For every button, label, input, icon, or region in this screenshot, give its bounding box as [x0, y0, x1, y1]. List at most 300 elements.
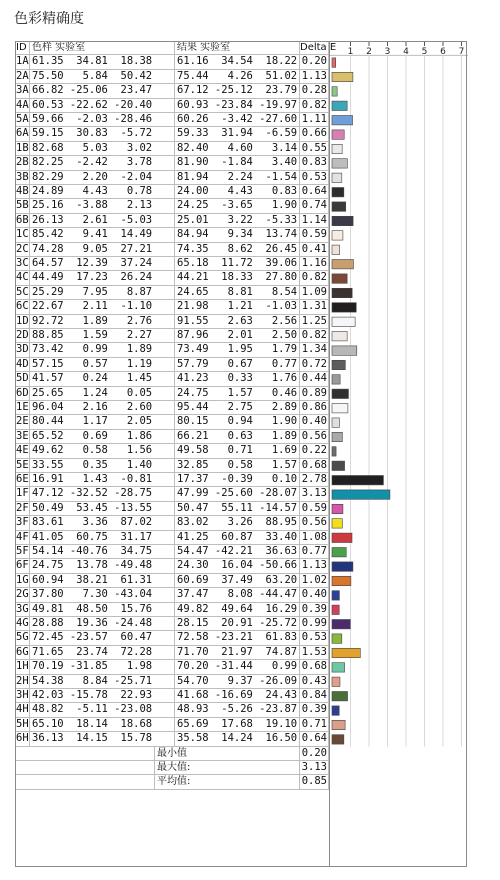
row-id: 1B: [16, 141, 29, 154]
delta-e-value: 0.64: [301, 732, 327, 745]
result-lab: 72.58 -23.21 61.83: [175, 631, 300, 644]
delta-e-bar: [332, 519, 342, 528]
reference-lab: 59.66 -2.03 -28.46: [30, 113, 175, 126]
row-id: 2E: [16, 415, 29, 428]
delta-e-bar: [332, 216, 353, 225]
delta-e-value: 0.40: [301, 415, 327, 428]
delta-e-bar: [332, 231, 343, 240]
reference-lab: 61.35 34.81 18.38: [30, 55, 175, 68]
delta-e-value: 1.53: [301, 645, 327, 658]
result-lab: 59.33 31.94 -6.59: [175, 127, 300, 140]
table-row: [15, 588, 329, 602]
result-lab: 80.15 0.94 1.90: [175, 415, 300, 428]
delta-e-bar: [332, 375, 340, 384]
row-id: 4C: [16, 271, 29, 284]
tick-label: 5: [421, 47, 428, 57]
delta-e-value: 0.89: [301, 386, 327, 399]
table-row: [15, 343, 329, 357]
table-row: [15, 459, 329, 473]
result-lab: 48.93 -5.26 -23.87: [175, 703, 300, 716]
delta-e-bar: [332, 447, 336, 456]
delta-e-value: 0.71: [301, 717, 327, 730]
reference-lab: 75.50 5.84 50.42: [30, 70, 175, 83]
row-id: 6F: [16, 559, 29, 572]
delta-e-value: 0.77: [301, 545, 327, 557]
delta-e-bar: [332, 418, 339, 427]
delta-e-bar: [332, 548, 346, 557]
reference-lab: 82.25 -2.42 3.78: [30, 156, 175, 169]
delta-e-bar: [332, 260, 353, 269]
result-lab: 49.82 49.64 16.29: [175, 603, 300, 616]
row-id: 2D: [16, 329, 29, 341]
reference-lab: 72.45 -23.57 60.47: [30, 631, 175, 644]
delta-e-value: 0.82: [301, 271, 327, 284]
delta-e-bar: [332, 116, 353, 125]
delta-e-value: 0.68: [301, 660, 327, 673]
delta-e-bar: [332, 576, 351, 585]
reference-lab: 24.89 4.43 0.78: [30, 185, 175, 198]
reference-lab: 64.57 12.39 37.24: [30, 257, 175, 270]
delta-e-value: 0.53: [301, 631, 327, 644]
delta-e-value: 0.68: [301, 458, 327, 471]
table-row: [15, 315, 329, 329]
table-row: [15, 487, 329, 501]
result-lab: 32.85 0.58 1.57: [175, 459, 300, 472]
row-id: 6B: [16, 213, 29, 226]
result-lab: 35.58 14.24 16.50: [175, 732, 300, 745]
row-id: 6D: [16, 386, 29, 399]
result-lab: 87.96 2.01 2.50: [175, 329, 300, 342]
result-lab: 37.47 8.08 -44.47: [175, 588, 300, 601]
delta-e-value: 0.82: [301, 329, 327, 341]
result-lab: 47.99 -25.60 -28.07: [175, 487, 300, 500]
delta-e-bar: [332, 461, 345, 470]
table-row: [15, 430, 329, 444]
result-lab: 66.21 0.63 1.89: [175, 430, 300, 443]
delta-e-bar: [332, 692, 348, 701]
delta-e-bar: [332, 677, 340, 686]
result-lab: 24.25 -3.65 1.90: [175, 199, 300, 212]
row-id: 6H: [16, 732, 29, 745]
row-id: 6G: [16, 645, 29, 658]
result-lab: 81.94 2.24 -1.54: [175, 171, 300, 184]
delta-e-bar: [332, 173, 342, 182]
reference-lab: 96.04 2.16 2.60: [30, 401, 175, 414]
delta-e-bar: [332, 605, 339, 614]
delta-e-value: 1.02: [301, 573, 327, 586]
reference-lab: 60.53 -22.62 -20.40: [30, 99, 175, 112]
table-row: [15, 228, 329, 242]
delta-e-value: 0.22: [301, 444, 327, 457]
table-row: [15, 99, 329, 113]
row-id: 2B: [16, 156, 29, 169]
reference-lab: 28.88 19.36 -24.48: [30, 617, 175, 630]
delta-e-bar: [332, 188, 344, 197]
reference-lab: 41.05 60.75 31.17: [30, 531, 175, 544]
table-row: [15, 199, 329, 213]
result-lab: 44.21 18.33 27.80: [175, 271, 300, 284]
table-row: [15, 286, 329, 300]
delta-e-value: 0.56: [301, 429, 327, 442]
result-lab: 57.79 0.67 0.77: [175, 358, 300, 371]
delta-e-value: 0.56: [301, 516, 327, 529]
delta-e-bar: [332, 720, 345, 729]
delta-e-bar: [332, 533, 352, 542]
row-id: 2H: [16, 674, 29, 687]
reference-lab: 80.44 1.17 2.05: [30, 415, 175, 428]
delta-e-value: 1.31: [301, 300, 327, 313]
summary-blank: [15, 747, 155, 760]
row-id: 3C: [16, 257, 29, 269]
row-id: 1D: [16, 314, 29, 327]
row-id: 5C: [16, 285, 29, 298]
result-lab: 17.37 -0.39 0.10: [175, 473, 300, 486]
delta-e-bar: [332, 620, 350, 629]
table-row: [15, 55, 329, 69]
row-id: 2G: [16, 588, 29, 601]
reference-lab: 57.15 0.57 1.19: [30, 358, 175, 371]
row-id: 2C: [16, 242, 29, 255]
table-row: [15, 444, 329, 458]
row-id: 3B: [16, 170, 29, 183]
reference-lab: 82.29 2.20 -2.04: [30, 171, 175, 184]
tick-label: 6: [440, 47, 446, 57]
delta-e-value: 1.34: [301, 343, 327, 356]
reference-lab: 66.82 -25.06 23.47: [30, 84, 175, 97]
reference-lab: 60.94 38.21 61.31: [30, 574, 175, 587]
row-id: 3H: [16, 689, 29, 701]
result-lab: 65.69 17.68 19.10: [175, 718, 300, 731]
row-id: 1H: [16, 660, 29, 673]
header-delta: Delta E: [300, 42, 337, 53]
delta-e-bar: [332, 706, 339, 715]
row-id: 5A: [16, 113, 29, 125]
row-id: 4A: [16, 98, 29, 111]
row-id: 5F: [16, 545, 29, 557]
row-id: 1C: [16, 228, 29, 241]
reference-lab: 25.16 -3.88 2.13: [30, 199, 175, 212]
table-row: [15, 271, 329, 285]
delta-e-value: 0.59: [301, 228, 327, 241]
table-row: [15, 329, 329, 343]
result-lab: 60.69 37.49 63.20: [175, 574, 300, 587]
delta-e-value: 0.43: [301, 674, 327, 687]
delta-e-value: 1.25: [301, 314, 327, 327]
reference-lab: 22.67 2.11 -1.10: [30, 300, 175, 313]
delta-e-bar: [332, 504, 343, 513]
row-id: 5H: [16, 717, 29, 730]
table-row: [15, 214, 329, 228]
delta-e-bar: [332, 101, 347, 110]
reference-lab: 54.14 -40.76 34.75: [30, 545, 175, 558]
reference-lab: 50.49 53.45 -13.55: [30, 502, 175, 515]
delta-e-bar: [332, 288, 352, 297]
reference-lab: 16.91 1.43 -0.81: [30, 473, 175, 486]
delta-e-bar: [332, 389, 348, 398]
table-row: [15, 185, 329, 199]
table-row: [15, 675, 329, 689]
delta-e-value: 0.40: [301, 588, 327, 601]
row-id: 5E: [16, 458, 29, 471]
row-id: 4B: [16, 185, 29, 197]
result-lab: 60.26 -3.42 -27.60: [175, 113, 300, 126]
delta-e-bar: [332, 562, 353, 571]
tick-label: 2: [366, 47, 372, 57]
delta-e-bar: [332, 87, 337, 96]
delta-e-value: 0.74: [301, 199, 327, 212]
table-row: [15, 415, 329, 429]
result-lab: 71.70 21.97 74.87: [175, 646, 300, 659]
table-row: [15, 660, 329, 674]
delta-e-bar: [332, 159, 347, 168]
reference-lab: 82.68 5.03 3.02: [30, 142, 175, 155]
delta-e-value: 0.20: [301, 55, 327, 68]
table-row: [15, 127, 329, 141]
delta-e-value: 0.84: [301, 689, 327, 701]
reference-lab: 47.12 -32.52 -28.75: [30, 487, 175, 500]
row-id: 4F: [16, 530, 29, 543]
table-row: [15, 372, 329, 386]
delta-e-value: 0.44: [301, 372, 327, 385]
table-row: [15, 603, 329, 617]
row-id: 2A: [16, 69, 29, 82]
reference-lab: 54.38 8.84 -25.71: [30, 675, 175, 688]
summary-row: [15, 747, 329, 761]
delta-e-bar: [332, 58, 336, 67]
table-header: [15, 41, 337, 55]
summary-value: 3.13: [301, 761, 327, 773]
header-result: 结果 实验室: [175, 41, 300, 54]
tick-label: 4: [403, 47, 409, 57]
row-id: 6C: [16, 300, 29, 313]
delta-e-bar: [332, 202, 346, 211]
delta-e-bar: [332, 332, 347, 341]
reference-lab: 73.42 0.99 1.89: [30, 343, 175, 356]
result-lab: 49.58 0.71 1.69: [175, 444, 300, 457]
row-id: 1G: [16, 573, 29, 586]
tick-label: 1: [347, 47, 354, 57]
result-lab: 50.47 55.11 -14.57: [175, 502, 300, 515]
row-id: 4D: [16, 357, 29, 370]
row-id: 3G: [16, 602, 29, 615]
delta-e-value: 0.82: [301, 98, 327, 111]
summary-blank: [15, 761, 155, 774]
delta-e-bar-chart: [330, 41, 468, 867]
reference-lab: 59.15 30.83 -5.72: [30, 127, 175, 140]
delta-e-bar: [332, 317, 355, 326]
delta-e-bar: [332, 346, 357, 355]
delta-e-chart-area: [329, 41, 467, 867]
table-row: [15, 689, 329, 703]
reference-lab: 42.03 -15.78 22.93: [30, 689, 175, 702]
table-row: [15, 502, 329, 516]
reference-lab: 41.57 0.24 1.45: [30, 372, 175, 385]
delta-e-bar: [332, 303, 356, 312]
result-lab: 28.15 20.91 -25.72: [175, 617, 300, 630]
row-id: 2F: [16, 501, 29, 514]
delta-e-value: 1.09: [301, 285, 327, 298]
row-id: 3F: [16, 516, 29, 529]
summary-label: 平均值:: [155, 775, 300, 788]
result-lab: 83.02 3.26 88.95: [175, 516, 300, 529]
summary-blank: [15, 775, 155, 788]
table-row: [15, 617, 329, 631]
reference-lab: 25.29 7.95 8.87: [30, 286, 175, 299]
reference-lab: 25.65 1.24 0.05: [30, 387, 175, 400]
color-accuracy-table: [15, 41, 467, 867]
table-row: [15, 70, 329, 84]
reference-lab: 49.81 48.50 15.76: [30, 603, 175, 616]
delta-e-value: 1.13: [301, 559, 327, 572]
reference-lab: 70.19 -31.85 1.98: [30, 660, 175, 673]
reference-lab: 24.75 13.78 -49.48: [30, 559, 175, 572]
row-id: 4H: [16, 703, 29, 716]
delta-e-value: 0.39: [301, 703, 327, 716]
summary-row: [15, 775, 329, 789]
row-id: 4E: [16, 444, 29, 457]
table-row: [15, 516, 329, 530]
delta-e-bar: [332, 72, 353, 81]
delta-e-bar: [332, 634, 342, 643]
reference-lab: 71.65 23.74 72.28: [30, 646, 175, 659]
row-id: 3E: [16, 429, 29, 442]
result-lab: 82.40 4.60 3.14: [175, 142, 300, 155]
reference-lab: 92.72 1.89 2.76: [30, 315, 175, 328]
result-lab: 95.44 2.75 2.89: [175, 401, 300, 414]
row-id: 3A: [16, 84, 29, 97]
table-row: [15, 401, 329, 415]
delta-e-value: 1.16: [301, 257, 327, 269]
table-row: [15, 156, 329, 170]
delta-e-bar: [332, 490, 390, 499]
delta-e-value: 0.41: [301, 242, 327, 255]
result-lab: 61.16 34.54 18.22: [175, 55, 300, 68]
delta-e-value: 0.66: [301, 127, 327, 140]
delta-e-bar: [332, 432, 342, 441]
row-id: 6A: [16, 127, 29, 140]
delta-e-bar: [332, 130, 344, 139]
summary-value: 0.85: [301, 775, 327, 788]
delta-e-value: 0.86: [301, 401, 327, 413]
summary-label: 最大值:: [155, 761, 300, 774]
reference-lab: 83.61 3.36 87.02: [30, 516, 175, 529]
table-row: [15, 732, 329, 746]
table-row: [15, 718, 329, 732]
result-lab: 54.70 9.37 -26.09: [175, 675, 300, 688]
reference-lab: 26.13 2.61 -5.03: [30, 214, 175, 227]
table-row: [15, 703, 329, 717]
delta-e-value: 0.72: [301, 357, 327, 370]
tick-label: 3: [384, 47, 391, 57]
reference-lab: 88.85 1.59 2.27: [30, 329, 175, 342]
result-lab: 54.47 -42.21 36.63: [175, 545, 300, 558]
delta-e-value: 0.64: [301, 185, 327, 197]
reference-lab: 49.62 0.58 1.56: [30, 444, 175, 457]
delta-e-value: 0.83: [301, 156, 327, 169]
row-id: 5D: [16, 372, 29, 385]
result-lab: 67.12 -25.12 23.79: [175, 84, 300, 97]
summary-value: 0.20: [301, 746, 327, 759]
row-id: 1F: [16, 487, 29, 500]
result-lab: 74.35 8.62 26.45: [175, 243, 300, 256]
delta-e-value: 3.13: [301, 487, 327, 500]
result-lab: 25.01 3.22 -5.33: [175, 214, 300, 227]
row-id: 1A: [16, 55, 29, 68]
table-row: [15, 257, 329, 271]
row-id: 5G: [16, 631, 29, 644]
reference-lab: 48.82 -5.11 -23.08: [30, 703, 175, 716]
result-lab: 81.90 -1.84 3.40: [175, 156, 300, 169]
reference-lab: 36.13 14.15 15.78: [30, 732, 175, 745]
delta-e-value: 0.55: [301, 141, 327, 154]
delta-e-bar: [332, 144, 342, 153]
row-id: 1E: [16, 401, 29, 413]
reference-lab: 37.80 7.30 -43.04: [30, 588, 175, 601]
result-lab: 41.23 0.33 1.76: [175, 372, 300, 385]
result-lab: 41.68 -16.69 24.43: [175, 689, 300, 702]
delta-e-bar: [332, 663, 345, 672]
reference-lab: 74.28 9.05 27.21: [30, 243, 175, 256]
result-lab: 24.30 16.04 -50.66: [175, 559, 300, 572]
table-row: [15, 171, 329, 185]
delta-e-value: 2.78: [301, 473, 327, 485]
table-row: [15, 142, 329, 156]
result-lab: 65.18 11.72 39.06: [175, 257, 300, 270]
table-row: [15, 84, 329, 98]
delta-e-value: 1.13: [301, 69, 327, 82]
delta-e-value: 0.39: [301, 602, 327, 615]
delta-e-value: 1.11: [301, 113, 327, 125]
row-id: 4G: [16, 617, 29, 629]
delta-e-bar: [332, 591, 339, 600]
table-row: [15, 531, 329, 545]
delta-e-value: 0.53: [301, 170, 327, 183]
table-row: [15, 358, 329, 372]
table-row: [15, 646, 329, 660]
reference-lab: 33.55 0.35 1.40: [30, 459, 175, 472]
result-lab: 75.44 4.26 51.02: [175, 70, 300, 83]
result-lab: 84.94 9.34 13.74: [175, 228, 300, 241]
header-id: ID: [15, 41, 30, 54]
reference-lab: 65.52 0.69 1.86: [30, 430, 175, 443]
result-lab: 24.65 8.81 8.54: [175, 286, 300, 299]
result-lab: 60.93 -23.84 -19.97: [175, 99, 300, 112]
row-id: 5B: [16, 199, 29, 212]
table-row: [15, 243, 329, 257]
result-lab: 70.20 -31.44 0.99: [175, 660, 300, 673]
table-row: [15, 545, 329, 559]
delta-e-bar: [332, 274, 347, 283]
delta-e-bar: [332, 476, 383, 485]
delta-e-value: 0.28: [301, 84, 327, 97]
reference-lab: 85.42 9.41 14.49: [30, 228, 175, 241]
result-lab: 73.49 1.95 1.79: [175, 343, 300, 356]
delta-e-bar: [332, 648, 360, 657]
header-reference: 色样 实验室: [30, 41, 175, 54]
result-lab: 91.55 2.63 2.56: [175, 315, 300, 328]
result-lab: 21.98 1.21 -1.03: [175, 300, 300, 313]
delta-e-bar: [332, 735, 344, 744]
summary-label: 最小值: [155, 747, 300, 760]
result-lab: 24.75 1.57 0.46: [175, 387, 300, 400]
delta-e-value: 0.99: [301, 617, 327, 629]
table-row: [15, 574, 329, 588]
summary-row: [15, 761, 329, 775]
row-id: 6E: [16, 473, 29, 485]
tick-label: 7: [458, 47, 465, 57]
table-row: [15, 559, 329, 573]
result-lab: 24.00 4.43 0.83: [175, 185, 300, 198]
